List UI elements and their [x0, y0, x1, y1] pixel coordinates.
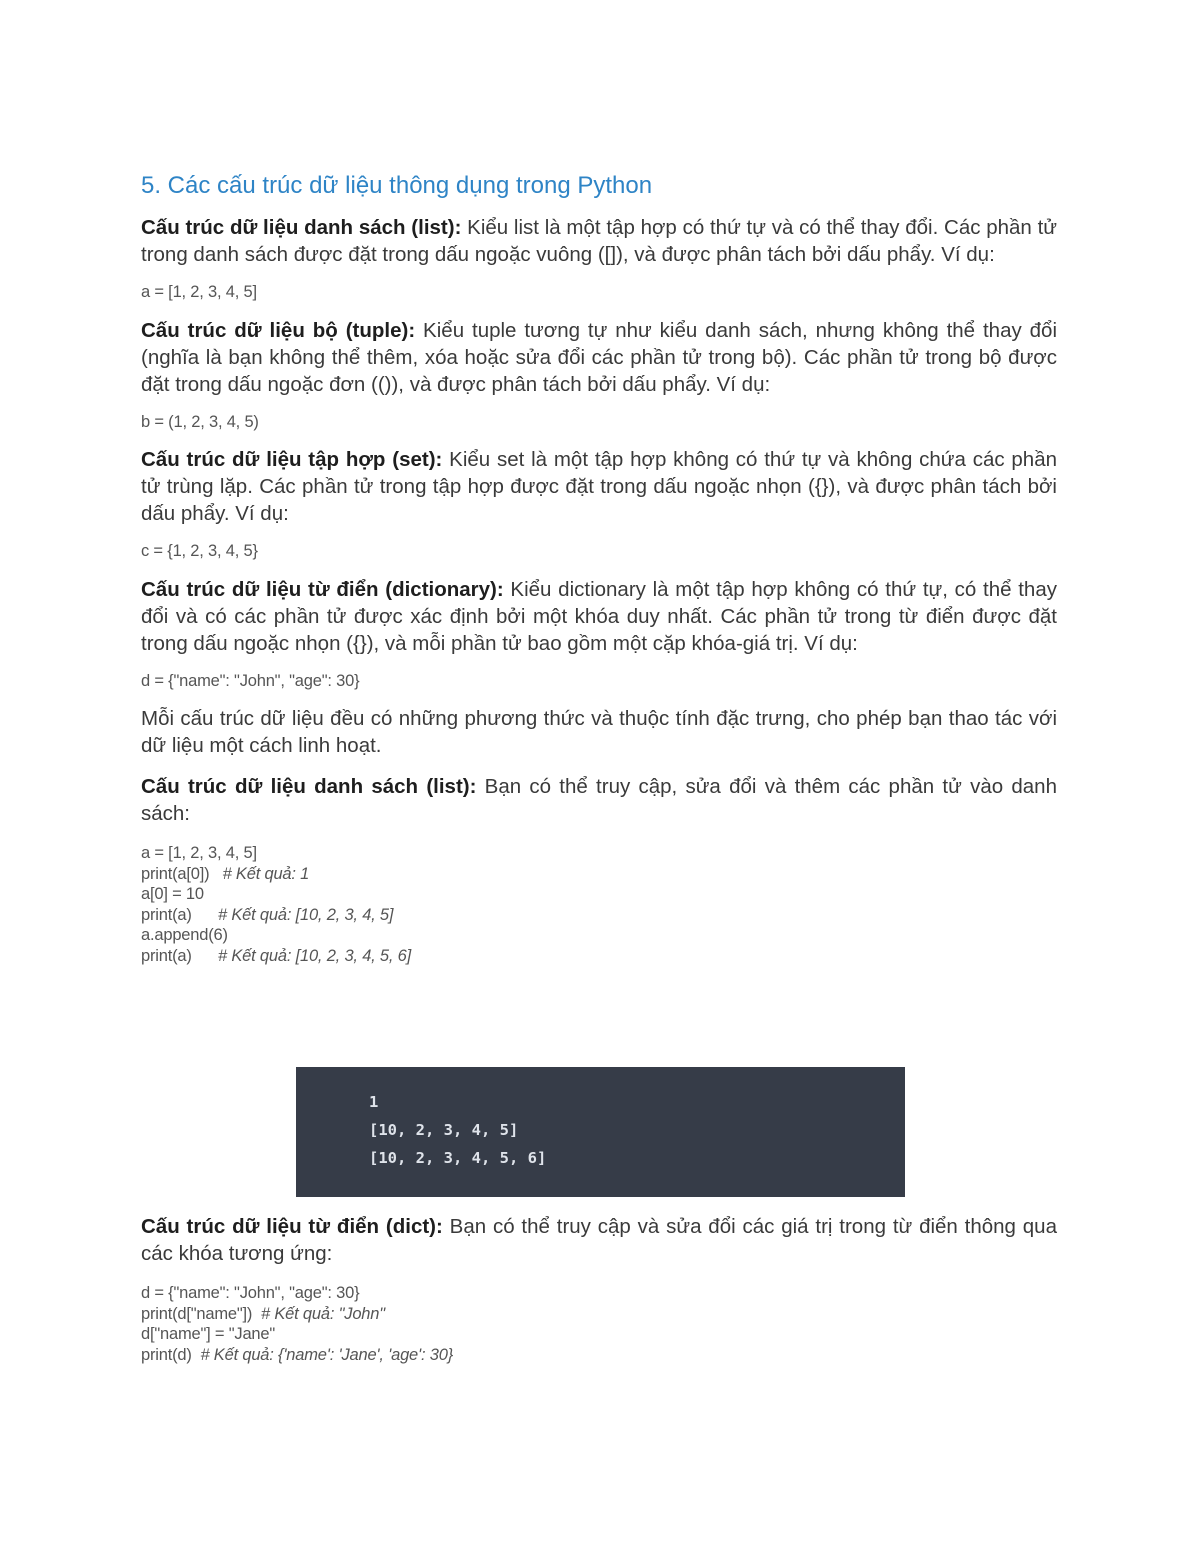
code-line: d["name"] = "Jane" [141, 1325, 276, 1343]
dict-ops-section [141, 1213, 1057, 1365]
list-example-code [141, 282, 1057, 303]
list-ops-code [141, 843, 1057, 966]
code-line: print(a) # Kết quả: [10, 2, 3, 4, 5, 6] [141, 946, 412, 965]
methods-paragraph: Mỗi cấu trúc dữ liệu đều có những phương thức và thuộc tính đặc trưng, cho phép bạn thao tác với dữ liệu một cách linh hoạt. [141, 707, 1057, 757]
code-line: b = (1, 2, 3, 4, 5) [141, 412, 259, 431]
list-ops-term: Cấu trúc dữ liệu danh sách (list): [141, 775, 477, 798]
dict-intro-text: Kiểu dictionary là một tập hợp không có thứ tự, có thể thay đổi và có các phần tử được xác định bởi một khóa duy nhất. Các phần tử trong từ điển được đặt trong dấu ngoặc nhọn ({}), và mỗi phần tử bao gồm một cặp khóa-giá trị. Ví dụ: [141, 577, 1057, 655]
code-line: c = {1, 2, 3, 4, 5} [141, 542, 258, 560]
list-intro-text: Kiểu list là một tập hợp có thứ tự và có thể thay đổi. Các phần tử trong danh sách được đặt trong dấu ngoặc vuông ([]), và được phân tách bởi dấu phẩy. Ví dụ: [141, 216, 1057, 266]
set-intro-paragraph [141, 446, 1057, 527]
list-intro-paragraph [141, 214, 1057, 268]
dict-ops-code [141, 1283, 1057, 1365]
output-line: [10, 2, 3, 4, 5, 6] [369, 1149, 547, 1167]
section-heading: 5. Các cấu trúc dữ liệu thông dụng trong Python [141, 172, 653, 199]
code-line: d = {"name": "John", "age": 30} [141, 1284, 360, 1302]
list-intro-term: Cấu trúc dữ liệu danh sách (list): [141, 216, 462, 239]
dict-ops-term: Cấu trúc dữ liệu từ điển (dict): [141, 1215, 443, 1238]
code-line: a = [1, 2, 3, 4, 5] [141, 283, 257, 301]
code-output-block [296, 1067, 905, 1197]
dict-ops-text: Bạn có thể truy cập và sửa đổi các giá trị trong từ điển thông qua các khóa tương ứng: [141, 1215, 1057, 1265]
document-page [141, 170, 1057, 966]
code-line: print(a[0]) # Kết quả: 1 [141, 864, 310, 883]
tuple-intro-term: Cấu trúc dữ liệu bộ (tuple): [141, 318, 416, 342]
dict-ops-paragraph [141, 1213, 1057, 1267]
code-line: print(d) # Kết quả: {'name': 'Jane', 'age': 30} [141, 1345, 454, 1364]
code-line: print(a) # Kết quả: [10, 2, 3, 4, 5] [141, 905, 394, 924]
set-example-code [141, 541, 1057, 562]
tuple-intro-text: Kiểu tuple tương tự như kiểu danh sách, nhưng không thể thay đổi (nghĩa là bạn không thể thêm, xóa hoặc sửa đổi các phần tử trong bộ). Các phần tử trong bộ được đặt trong dấu ngoặc đơn (()), và được phân tách bởi dấu phẩy. Ví dụ: [141, 318, 1057, 396]
code-line: a = [1, 2, 3, 4, 5] [141, 844, 257, 862]
code-line: a.append(6) [141, 926, 228, 944]
list-ops-paragraph [141, 773, 1057, 827]
set-intro-term: Cấu trúc dữ liệu tập hợp (set): [141, 448, 443, 471]
tuple-example-code [141, 412, 1057, 433]
output-line: 1 [369, 1093, 379, 1111]
dict-example-code [141, 671, 1057, 692]
code-line: d = {"name": "John", "age": 30} [141, 671, 360, 690]
code-line: print(d["name"]) # Kết quả: "John" [141, 1304, 385, 1323]
dict-intro-term: Cấu trúc dữ liệu từ điển (dictionary): [141, 577, 504, 601]
set-intro-text: Kiểu set là một tập hợp không có thứ tự và không chứa các phần tử trùng lặp. Các phần tử trong tập hợp được đặt trong dấu ngoặc nhọn ({}), và được phân tách bởi dấu phẩy. Ví dụ: [141, 448, 1057, 525]
dict-intro-paragraph [141, 576, 1057, 657]
tuple-intro-paragraph [141, 317, 1057, 398]
list-ops-text: Bạn có thể truy cập, sửa đổi và thêm các phần tử vào danh sách: [141, 775, 1057, 825]
code-line: a[0] = 10 [141, 885, 204, 903]
output-line: [10, 2, 3, 4, 5] [369, 1121, 519, 1139]
